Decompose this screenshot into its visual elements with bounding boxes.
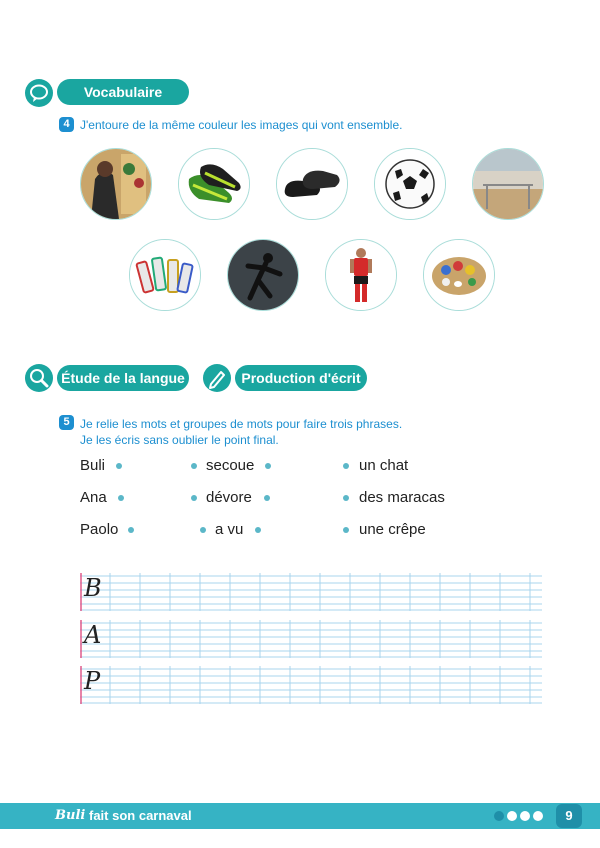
- subject-word: Paolo: [80, 521, 119, 538]
- verb-word: a vu: [215, 521, 244, 538]
- exercise-5-instruction-line1: Je relie les mots et groupes de mots pour faire trois phrases.: [80, 417, 403, 431]
- verb-word: dévore: [206, 489, 252, 506]
- football-player-icon[interactable]: [325, 239, 397, 311]
- subject-dot[interactable]: [118, 495, 124, 501]
- painter-icon[interactable]: [80, 148, 152, 220]
- object-dot[interactable]: [343, 463, 349, 469]
- vocabulary-title: Vocabulaire: [57, 79, 189, 105]
- verb-word: secoue: [206, 457, 255, 474]
- verb-dot-left[interactable]: [200, 527, 206, 533]
- cursive-letter-b: B: [84, 574, 102, 602]
- object-dot[interactable]: [343, 495, 349, 501]
- footer-progress-dot: [520, 811, 530, 821]
- subject-dot[interactable]: [128, 527, 134, 533]
- cursive-letter-p: P: [84, 667, 101, 695]
- subject-dot[interactable]: [116, 463, 122, 469]
- exercise-4-number: 4: [59, 117, 74, 132]
- verb-dot-right[interactable]: [264, 495, 270, 501]
- exercise-5-instruction-line2: Je les écris sans oublier le point final.: [80, 433, 279, 447]
- football-boots-icon[interactable]: [178, 148, 250, 220]
- object-dot[interactable]: [343, 527, 349, 533]
- verb-dot-left[interactable]: [191, 495, 197, 501]
- verb-dot-right[interactable]: [265, 463, 271, 469]
- exercise-4-instruction: J'entoure de la même couleur les images qui vont ensemble.: [80, 118, 403, 132]
- verb-dot-right[interactable]: [255, 527, 261, 533]
- palette-icon[interactable]: [423, 239, 495, 311]
- footer-progress-dot: [533, 811, 543, 821]
- etude-title: Étude de la langue: [57, 365, 189, 391]
- footer-brand: Buli: [55, 808, 86, 823]
- writing-area-2[interactable]: [80, 620, 542, 658]
- writing-area-3[interactable]: [80, 666, 542, 704]
- object-word: une crêpe: [359, 521, 426, 538]
- dancer-icon[interactable]: [227, 239, 299, 311]
- exercise-5-number: 5: [59, 415, 74, 430]
- production-title: Production d'écrit: [235, 365, 367, 391]
- vocabulary-speech-icon: [25, 79, 53, 107]
- soccer-ball-icon[interactable]: [374, 148, 446, 220]
- footer-title: fait son carnaval: [89, 808, 192, 823]
- footer-progress-dot: [494, 811, 504, 821]
- subject-word: Buli: [80, 457, 106, 474]
- ballet-shoes-icon[interactable]: [276, 148, 348, 220]
- paint-tubes-icon[interactable]: [129, 239, 201, 311]
- object-word: un chat: [359, 457, 409, 474]
- page-number: 9: [556, 804, 582, 828]
- gym-icon[interactable]: [472, 148, 544, 220]
- verb-dot-left[interactable]: [191, 463, 197, 469]
- writing-area-1[interactable]: [80, 573, 542, 611]
- magnifier-icon: [25, 364, 53, 392]
- footer-progress-dot: [507, 811, 517, 821]
- subject-word: Ana: [80, 489, 107, 506]
- object-word: des maracas: [359, 489, 445, 506]
- pencil-icon: [203, 364, 231, 392]
- cursive-letter-a: A: [84, 621, 102, 649]
